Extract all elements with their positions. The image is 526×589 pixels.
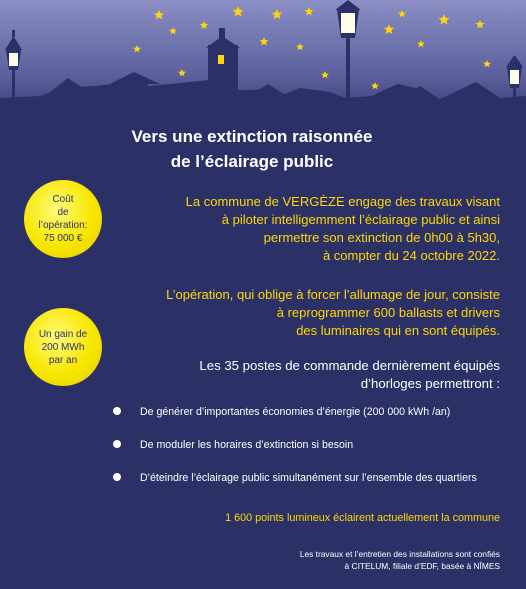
cost-bubble-text: de: [57, 207, 69, 218]
operation-line: des luminaires qui en sont équipés.: [296, 323, 500, 338]
intro-line: permettre son extinction de 0h00 à 5h30,: [263, 230, 500, 245]
bullet-icon: [113, 407, 121, 415]
list-item: [113, 405, 513, 438]
intro-paragraph: [186, 193, 500, 265]
list-item-text: De générer d’importantes économies d’énergie (200 000 kWh /an): [140, 406, 451, 418]
footer-note: [300, 548, 500, 572]
benefits-list: [113, 405, 513, 504]
title-line: de l’éclairage public: [170, 152, 334, 171]
list-item-text: D’éteindre l’éclairage public simultanément sur l’ensemble des quartiers: [140, 472, 477, 484]
list-item: [113, 471, 513, 504]
gain-bubble-text: Un gain de: [38, 328, 88, 340]
gain-bubble-amount: 200 MWh: [41, 341, 85, 353]
cost-bubble-text: Coût: [52, 194, 74, 205]
cost-bubble-amount: 75 000 €: [43, 233, 83, 244]
postes-line: Les 35 postes de commande dernièrement équipés: [199, 358, 500, 373]
operation-line: L’opération, qui oblige à forcer l’allumage de jour, consiste: [166, 287, 500, 302]
operation-line: à reprogrammer 600 ballasts et drivers: [276, 305, 500, 320]
bullet-icon: [113, 473, 121, 481]
footer-line: à CITELUM, filiale d’EDF, basée à NÎMES: [344, 561, 500, 571]
church-window: [218, 55, 224, 64]
gain-bubble: [24, 308, 102, 386]
postes-line: d’horloges permettront :: [360, 376, 500, 391]
list-item: [113, 438, 513, 471]
intro-line: à compter du 24 octobre 2022.: [322, 248, 500, 263]
list-item-text: De moduler les horaires d’extinction si besoin: [140, 439, 354, 451]
points-lumineux-note: 1 600 points lumineux éclairent actuellement la commune: [225, 512, 500, 524]
intro-line: à piloter intelligemment l’éclairage public et ainsi: [221, 212, 500, 227]
page-title: [0, 124, 526, 174]
title-line: Vers une extinction raisonnée: [131, 127, 373, 146]
operation-paragraph: [166, 286, 500, 340]
cost-bubble: [24, 180, 102, 258]
bullet-icon: [113, 440, 121, 448]
gain-bubble-text: par an: [48, 354, 78, 366]
cost-bubble-text: l’opération:: [38, 220, 88, 231]
footer-line: Les travaux et l’entretien des installations sont confiés: [299, 549, 500, 559]
postes-paragraph: [199, 357, 500, 393]
night-sky-illustration: [0, 0, 526, 112]
intro-line: La commune de VERGÈZE engage des travaux visant: [185, 194, 500, 209]
